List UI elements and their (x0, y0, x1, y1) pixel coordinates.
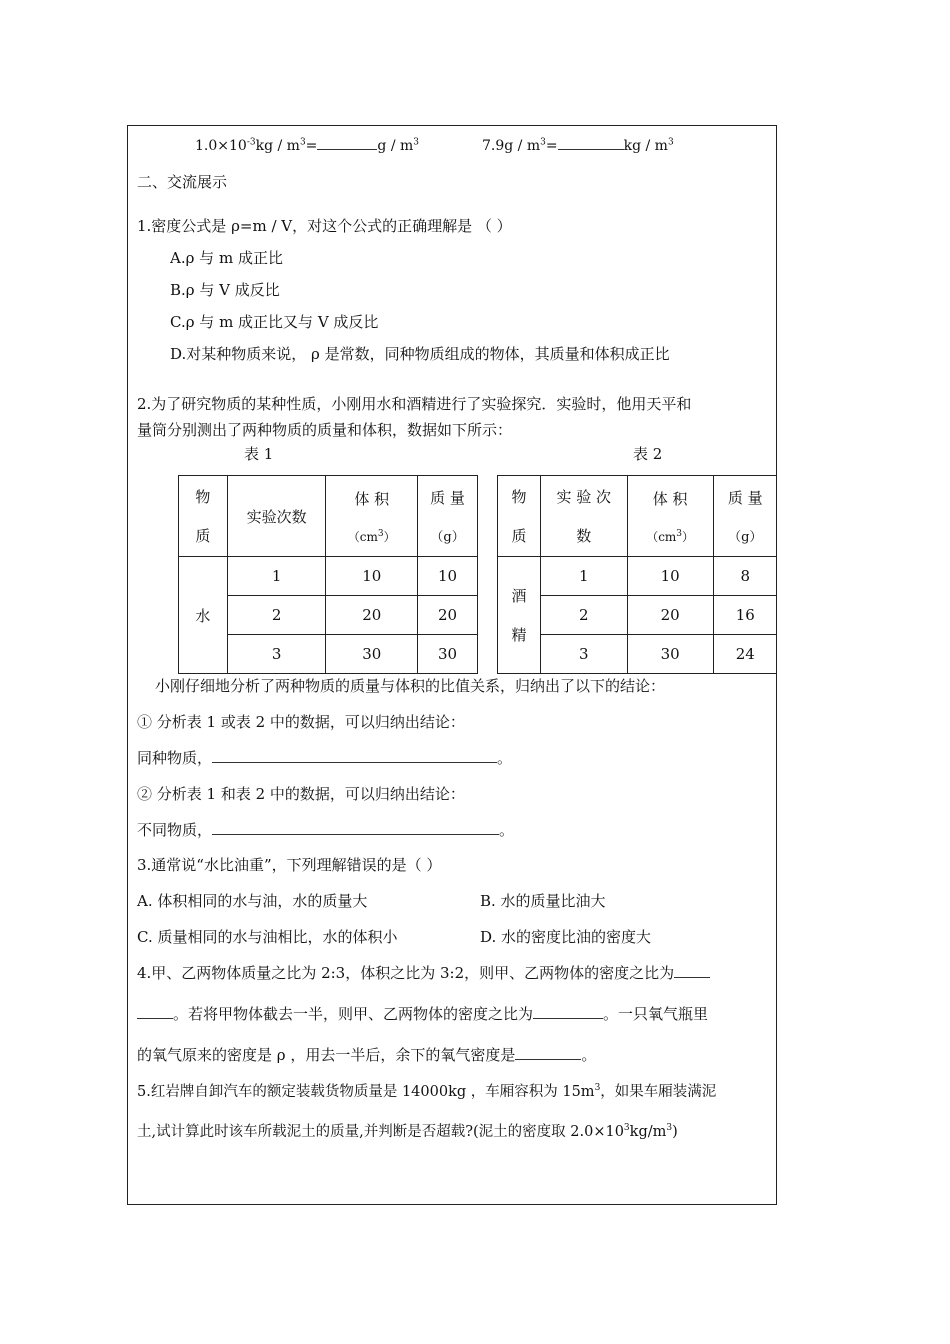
cell-mass: 20 (418, 596, 478, 635)
q5-line2-text: 土,试计算此时该车所载泥土的质量,并判断是否超载?(泥土的密度取 2.0×10 (137, 1124, 624, 1140)
cell-volume: 30 (326, 635, 418, 674)
header-volume: 体 积 $(cm^3)$ (627, 476, 713, 557)
table1-caption: 表 1 (244, 445, 274, 463)
conclusion2-blank[interactable] (212, 820, 499, 835)
header-trials: 实 验 次 数 (540, 476, 627, 557)
q4-line1 (137, 963, 710, 983)
q3-option-b[interactable]: B. 水的质量比油大 (480, 892, 606, 910)
q4-line3 (137, 1045, 596, 1065)
expr2-rhs-cube: 3 (667, 137, 674, 148)
q1-option-b[interactable]: B.ρ 与 V 成反比 (170, 281, 280, 299)
q1-option-a[interactable]: A.ρ 与 m 成正比 (170, 249, 283, 267)
unit-conversion-2 (482, 135, 674, 156)
q5-close-paren: ) (672, 1124, 678, 1140)
expr1-rhs-cube: 3 (413, 137, 419, 148)
table-row (179, 557, 478, 596)
q1-option-d[interactable]: D.对某种物质来说， ρ 是常数，同种物质组成的物体，其质量和体积成正比 (170, 345, 670, 363)
header-substance: 物 质 (179, 476, 228, 557)
conclusion1-label: 同种物质， (137, 749, 213, 767)
conclusion2-label: 不同物质， (137, 821, 213, 839)
cell-mass: 24 (713, 635, 777, 674)
q5-line1-text: 5.红岩牌自卸汽车的额定装载货物质量是 14000kg ，车厢容积为 15m (137, 1084, 595, 1100)
table-row (498, 635, 778, 674)
answer-blank-1[interactable] (317, 135, 377, 150)
unit-conversion-1 (195, 135, 419, 156)
cell-trial: 1 (227, 557, 326, 596)
header-mass: 质 量 （g） (713, 476, 777, 557)
table-2 (497, 475, 777, 674)
q2-line2: 量筒分别测出了两种物质的质量和体积，数据如下所示： (137, 421, 513, 439)
q3-stem: 3.通常说“水比油重”，下列理解错误的是（ ） (137, 856, 442, 874)
expr2-equals: = (545, 138, 558, 154)
conclusion2-prompt: ② 分析表 1 和表 2 中的数据，可以归纳出结论： (137, 785, 465, 803)
cell-trial: 3 (540, 635, 627, 674)
cell-trial: 2 (540, 596, 627, 635)
period: 。 (497, 749, 513, 767)
q5-unit-exponent: 3 (666, 1123, 673, 1134)
q4-blank-3[interactable] (515, 1045, 581, 1060)
q5-line1-end: ，如果车厢装满泥 (600, 1084, 717, 1100)
table-row (498, 596, 778, 635)
cell-volume: 10 (627, 557, 713, 596)
conclusion2-line (137, 820, 514, 840)
cell-trial: 3 (227, 635, 326, 674)
expr2-rhs-unit: kg / m (623, 138, 668, 154)
q4-line2-end: 。一只氧气瓶里 (603, 1005, 709, 1023)
cell-volume: 10 (326, 557, 418, 596)
cell-trial: 1 (540, 557, 627, 596)
table2-caption: 表 2 (633, 445, 663, 463)
q4-line2 (137, 1004, 708, 1024)
expr1-rhs-unit: g / m (377, 138, 414, 154)
period: 。 (581, 1046, 597, 1064)
conclusion1-blank[interactable] (212, 748, 497, 763)
expr1-text: 1.0×10 (195, 138, 247, 154)
cell-mass: 30 (418, 635, 478, 674)
q5-unit: kg/m (629, 1124, 667, 1140)
cell-mass: 16 (713, 596, 777, 635)
header-mass: 质 量 （g） (418, 476, 478, 557)
cell-mass: 8 (713, 557, 777, 596)
q4-line1-text: 4.甲、乙两物体质量之比为 2:3，体积之比为 3:2，则甲、乙两物体的密度之比为 (137, 964, 675, 982)
q3-option-d[interactable]: D. 水的密度比油的密度大 (480, 928, 652, 946)
cell-volume: 30 (627, 635, 713, 674)
q4-blank-2[interactable] (533, 1004, 603, 1019)
header-trials: 实验次数 (227, 476, 326, 557)
conclusion1-line (137, 748, 512, 768)
analysis-intro: 小刚仔细地分析了两种物质的质量与体积的比值关系，归纳出了以下的结论： (155, 677, 666, 695)
conclusion1-prompt: ① 分析表 1 或表 2 中的数据，可以归纳出结论： (137, 713, 465, 731)
period: 。 (499, 821, 515, 839)
section-title: 二、交流展示 (137, 173, 228, 191)
substance-water: 水 (179, 557, 228, 674)
q5-line1 (137, 1082, 716, 1102)
q2-line1: 2.为了研究物质的某种性质，小刚用水和酒精进行了实验探究．实验时，他用天平和 (137, 395, 692, 413)
q5-exponent: 3 (623, 1123, 630, 1134)
cell-trial: 2 (227, 596, 326, 635)
expr1-unit-cube: 3 (299, 137, 306, 148)
expr2-cube: 3 (540, 137, 546, 148)
cell-mass: 10 (418, 557, 478, 596)
cell-volume: 20 (326, 596, 418, 635)
expr1-unit: kg / m (255, 138, 300, 154)
q1-option-c[interactable]: C.ρ 与 m 成正比又与 V 成反比 (170, 313, 379, 331)
header-substance: 物 质 (498, 476, 541, 557)
q4-blank-1b[interactable] (137, 1004, 173, 1019)
expr2-text: 7.9g / m (482, 138, 541, 154)
q4-line3-text: 的氧气原来的密度是 ρ ，用去一半后，余下的氧气密度是 (137, 1046, 516, 1064)
expr1-equals: = (305, 138, 318, 154)
q5-exponent: 3 (594, 1083, 601, 1094)
substance-alcohol: 酒 精 (498, 557, 541, 674)
answer-blank-2[interactable] (558, 135, 624, 150)
q5-line2 (137, 1122, 678, 1142)
cell-volume: 20 (627, 596, 713, 635)
q3-option-a[interactable]: A. 体积相同的水与油，水的质量大 (137, 892, 368, 910)
expr1-exponent: -3 (246, 137, 256, 148)
header-volume: 体 积 $(cm^3)$ (326, 476, 418, 557)
q1-stem: 1.密度公式是 ρ=m / V，对这个公式的正确理解是 （ ） (137, 217, 512, 235)
q4-blank-1a[interactable] (674, 963, 710, 978)
table-row (498, 557, 778, 596)
q4-line2-text: 。若将甲物体截去一半，则甲、乙两物体的密度之比为 (173, 1005, 534, 1023)
table-1 (178, 475, 478, 674)
q3-option-c[interactable]: C. 质量相同的水与油相比，水的体积小 (137, 928, 398, 946)
